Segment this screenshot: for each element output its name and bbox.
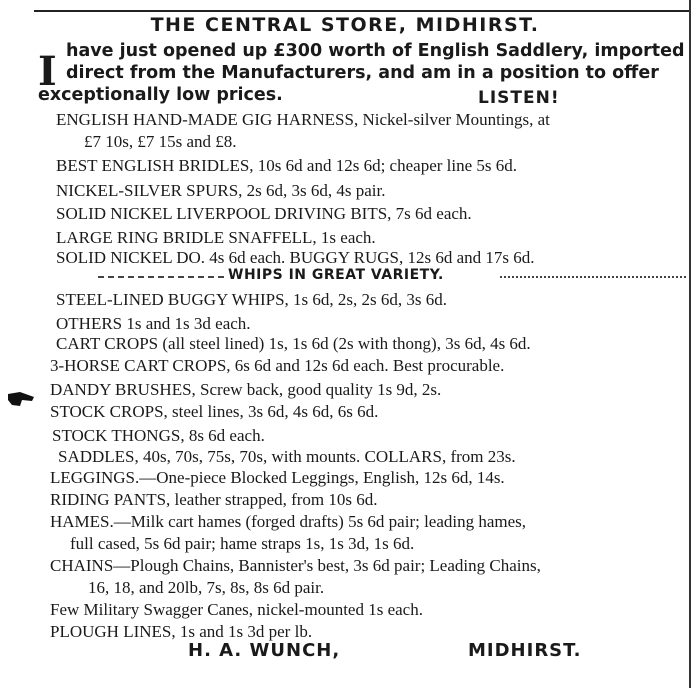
whip-line: DANDY BRUSHES, Screw back, good quality 1s 9d, 2s. [50, 380, 442, 399]
advert-heading: THE CENTRAL STORE, MIDHIRST. [150, 14, 540, 36]
intro-line-3: exceptionally low prices. [38, 85, 283, 105]
item-line: SOLID NICKEL LIVERPOOL DRIVING BITS, 7s 6d each. [56, 204, 472, 223]
item-line: £7 10s, £7 15s and £8. [84, 132, 237, 151]
whip-line: full cased, 5s 6d pair; hame straps 1s, 1s 3d, 1s 6d. [70, 534, 415, 553]
signature-name: H. A. WUNCH, [188, 640, 341, 661]
whip-line: STOCK CROPS, steel lines, 3s 6d, 4s 6d, 6s 6d. [50, 402, 379, 421]
item-line: ENGLISH HAND-MADE GIG HARNESS, Nickel-silver Mountings, at [56, 110, 550, 129]
whip-line: PLOUGH LINES, 1s and 1s 3d per lb. [50, 622, 313, 641]
whip-line: LEGGINGS.—One-piece Blocked Leggings, English, 12s 6d, 14s. [50, 468, 505, 487]
item-line: BEST ENGLISH BRIDLES, 10s 6d and 12s 6d; cheaper line 5s 6d. [56, 156, 518, 175]
whip-line: 16, 18, and 20lb, 7s, 8s, 8s 6d pair. [88, 578, 325, 597]
whip-line: RIDING PANTS, leather strapped, from 10s 6d. [50, 490, 378, 509]
item-line: NICKEL-SILVER SPURS, 2s 6d, 3s 6d, 4s pair. [56, 181, 386, 200]
whip-line: CHAINS—Plough Chains, Bannister's best, 3s 6d pair; Leading Chains, [50, 556, 541, 575]
intro-line-1: have just opened up £300 worth of English Saddlery, imported [66, 41, 685, 61]
subheading-rule-right [500, 276, 686, 278]
whip-line: STEEL-LINED BUGGY WHIPS, 1s 6d, 2s, 2s 6d, 3s 6d. [56, 290, 447, 309]
whip-line: Few Military Swagger Canes, nickel-mounted 1s each. [50, 600, 423, 619]
right-column-rule [689, 0, 691, 688]
signature-place: MIDHIRST. [468, 640, 582, 661]
subheading-rule-left [98, 276, 224, 278]
whips-subheading: WHIPS IN GREAT VARIETY. [228, 267, 444, 283]
item-line: LARGE RING BRIDLE SNAFFELL, 1s each. [56, 228, 376, 247]
whip-line: STOCK THONGS, 8s 6d each. [52, 426, 265, 445]
intro-line-2: direct from the Manufacturers, and am in a position to offer [66, 63, 659, 83]
whip-line: SADDLES, 40s, 70s, 75s, 70s, with mounts. COLLARS, from 23s. [58, 447, 516, 466]
whip-line: CART CROPS (all steel lined) 1s, 1s 6d (2s with thong), 3s 6d, 4s 6d. [56, 334, 531, 353]
top-rule [34, 10, 690, 12]
listen-callout: LISTEN! [478, 88, 560, 108]
whip-line: OTHERS 1s and 1s 3d each. [56, 314, 251, 333]
pointing-hand-icon [6, 388, 36, 410]
item-line: SOLID NICKEL DO. 4s 6d each. BUGGY RUGS, 12s 6d and 17s 6d. [56, 248, 535, 267]
whip-line: HAMES.—Milk cart hames (forged drafts) 5s 6d pair; leading hames, [50, 512, 527, 531]
whip-line: 3-HORSE CART CROPS, 6s 6d and 12s 6d each. Best procurable. [50, 356, 505, 375]
drop-cap: I [38, 48, 57, 95]
